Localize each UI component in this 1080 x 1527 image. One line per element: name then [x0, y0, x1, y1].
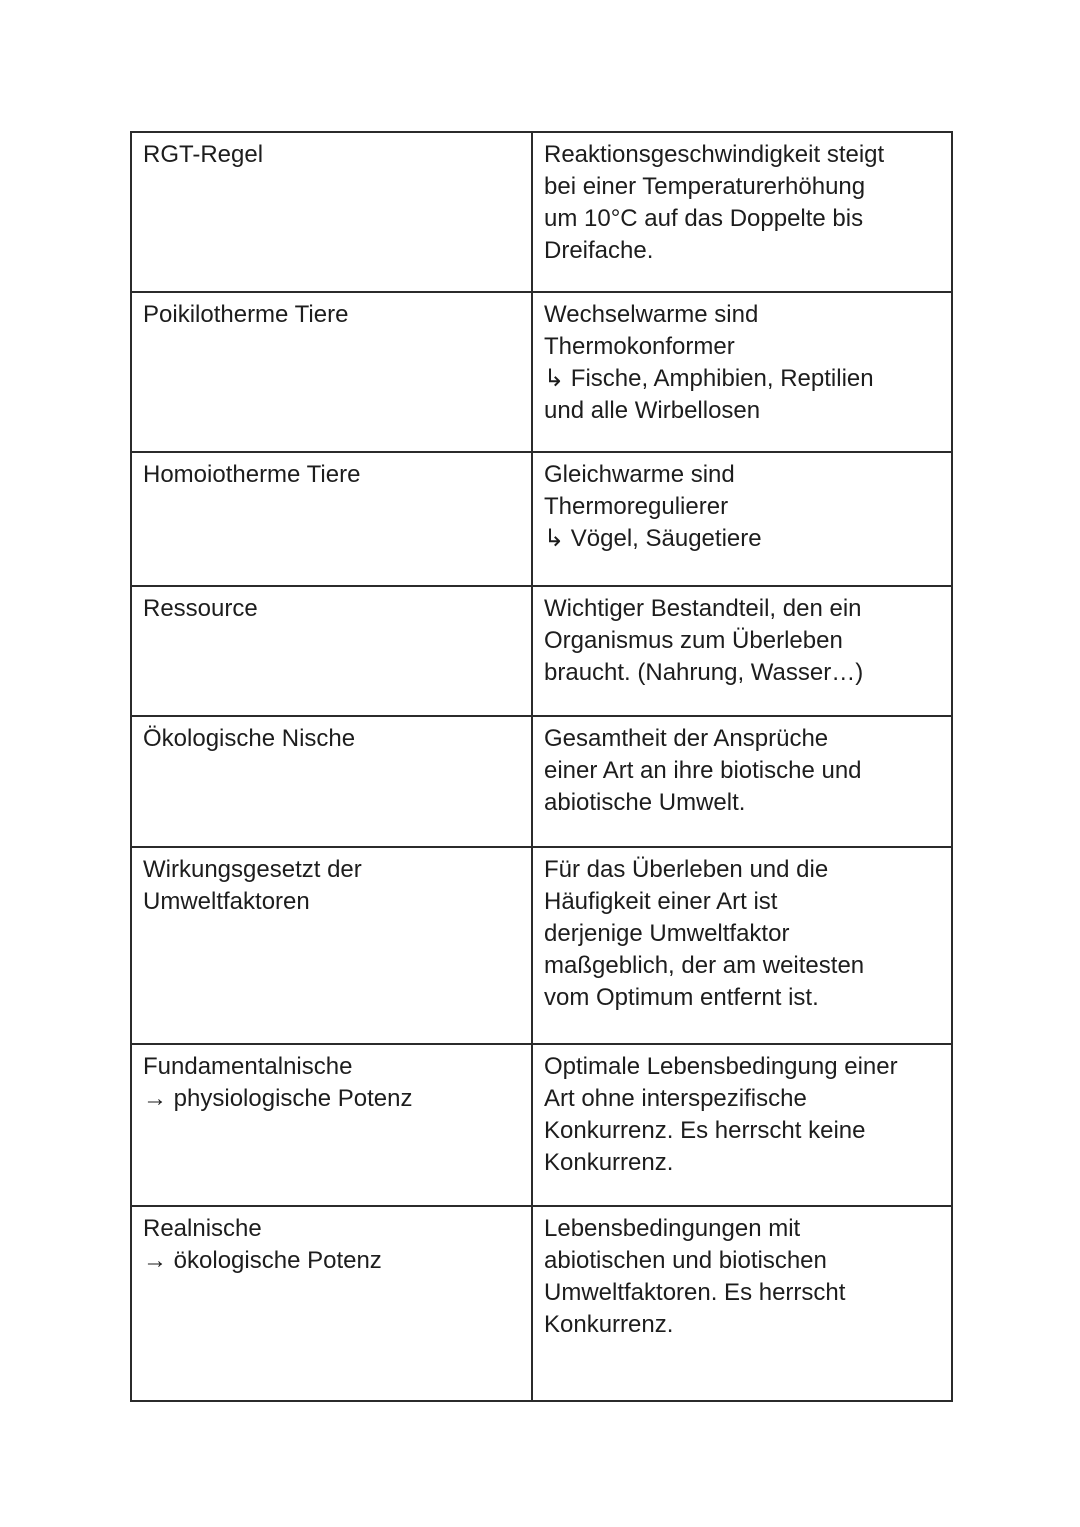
- definition-line: Konkurrenz. Es herrscht keine: [544, 1117, 866, 1144]
- term-cell: [132, 293, 533, 451]
- definition-line: braucht. (Nahrung, Wasser…): [544, 659, 864, 686]
- definition-cell: [533, 293, 951, 451]
- term-line: → ökologische Potenz: [143, 1247, 382, 1274]
- term-line: Poikilotherme Tiere: [143, 301, 349, 328]
- term-cell: [132, 1207, 533, 1400]
- definition-line: Wichtiger Bestandteil, den ein: [544, 595, 862, 622]
- definition-line: Gleichwarme sind: [544, 461, 735, 488]
- definition-line: Organismus zum Überleben: [544, 627, 843, 654]
- table-row: [132, 453, 951, 587]
- definition-line: maßgeblich, der am weitesten: [544, 952, 865, 979]
- table-row: [132, 848, 951, 1045]
- definition-line: Umweltfaktoren. Es herrscht: [544, 1279, 846, 1306]
- table-row: [132, 1045, 951, 1207]
- term-line: Wirkungsgesetzt der: [143, 856, 362, 883]
- definition-line: abiotischen und biotischen: [544, 1247, 827, 1274]
- definition-line: ↳ Fische, Amphibien, Reptilien: [544, 365, 874, 392]
- definition-table: [130, 131, 953, 1402]
- definition-line: Für das Überleben und die: [544, 856, 829, 883]
- definition-cell: [533, 1045, 951, 1205]
- term-line: Homoiotherme Tiere: [143, 461, 361, 488]
- term-line: Realnische: [143, 1215, 262, 1242]
- definition-line: Thermoregulierer: [544, 493, 729, 520]
- term-line: Fundamentalnische: [143, 1053, 353, 1080]
- table-row: [132, 293, 951, 453]
- definition-line: ↳ Vögel, Säugetiere: [544, 525, 762, 552]
- term-line: Umweltfaktoren: [143, 888, 310, 915]
- definition-line: Häufigkeit einer Art ist: [544, 888, 778, 915]
- definition-cell: [533, 1207, 951, 1400]
- definition-line: Konkurrenz.: [544, 1149, 674, 1176]
- definition-line: einer Art an ihre biotische und: [544, 757, 862, 784]
- table-row: [132, 717, 951, 848]
- term-cell: [132, 717, 533, 846]
- table-row: [132, 587, 951, 717]
- definition-cell: [533, 717, 951, 846]
- definition-line: Wechselwarme sind: [544, 301, 759, 328]
- definition-line: Lebensbedingungen mit: [544, 1215, 801, 1242]
- definition-cell: [533, 587, 951, 715]
- definition-line: um 10°C auf das Doppelte bis: [544, 205, 864, 232]
- term-cell: [132, 587, 533, 715]
- term-cell: [132, 133, 533, 291]
- definition-line: und alle Wirbellosen: [544, 397, 761, 424]
- term-cell: [132, 848, 533, 1043]
- definition-line: Art ohne interspezifische: [544, 1085, 807, 1112]
- term-line: → physiologische Potenz: [143, 1085, 413, 1112]
- term-line: Ökologische Nische: [143, 725, 356, 752]
- definition-line: Dreifache.: [544, 237, 654, 264]
- definition-cell: [533, 848, 951, 1043]
- table-row: [132, 133, 951, 293]
- definition-cell: [533, 133, 951, 291]
- term-line: Ressource: [143, 595, 258, 622]
- definition-line: abiotische Umwelt.: [544, 789, 746, 816]
- table-row: [132, 1207, 951, 1400]
- definition-line: derjenige Umweltfaktor: [544, 920, 790, 947]
- definition-line: Reaktionsgeschwindigkeit steigt: [544, 141, 885, 168]
- term-cell: [132, 453, 533, 585]
- definition-cell: [533, 453, 951, 585]
- term-line: RGT-Regel: [143, 141, 264, 168]
- definition-line: Konkurrenz.: [544, 1311, 674, 1338]
- definition-line: Optimale Lebensbedingung einer: [544, 1053, 898, 1080]
- term-cell: [132, 1045, 533, 1205]
- definition-line: Thermokonformer: [544, 333, 735, 360]
- definition-line: Gesamtheit der Ansprüche: [544, 725, 829, 752]
- definition-line: bei einer Temperaturerhöhung: [544, 173, 866, 200]
- definition-line: vom Optimum entfernt ist.: [544, 984, 819, 1011]
